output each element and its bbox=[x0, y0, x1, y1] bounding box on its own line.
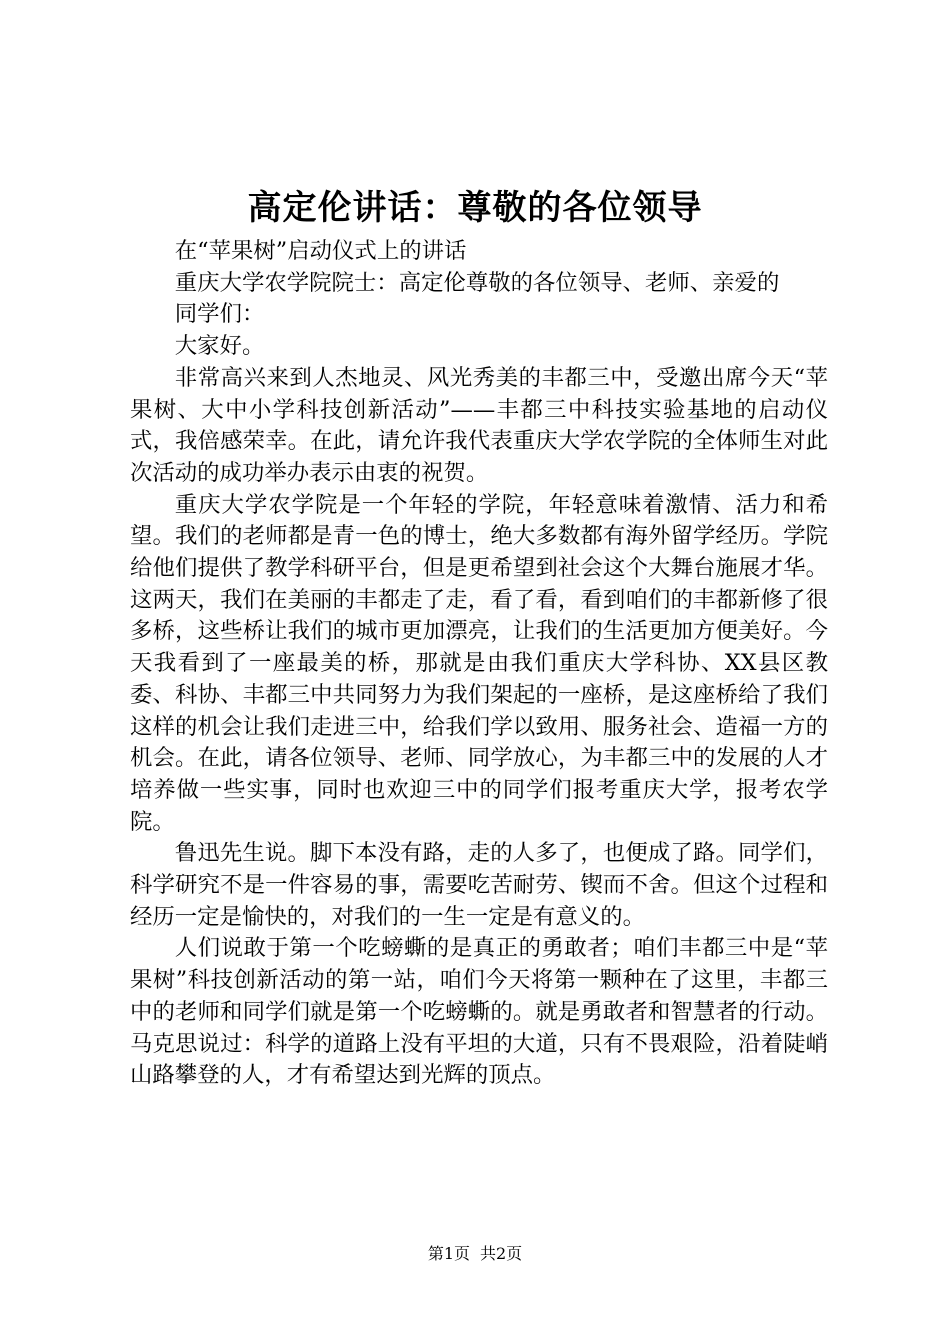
paragraph-speaker: 重庆大学农学院院士：高定伦尊敬的各位领导、老师、亲爱的 bbox=[174, 269, 780, 296]
paragraph-greeting: 大家好。 bbox=[174, 333, 265, 360]
paragraph-salutation: 同学们： bbox=[174, 301, 265, 328]
paragraph-subtitle: 在“苹果树”启动仪式上的讲话 bbox=[174, 238, 467, 264]
paragraph-body: 人们说敢于第一个吃螃蟖的是真正的勇敢者；咱们丰都三中是“苹果树”科技创新活动的第一站，咱们今天将第一颗种在了这里，丰都三中的老师和同学们就是第一个吃螃蟖的。就是勇敢者和智慧者的行动。马克思说过：科学的道路上没有平坦的大道，只有不畏艰险，沿着陡峭山路攀登的人，才有希望达到光辉的顶点。 bbox=[130, 935, 828, 1089]
page-total: 共2页 bbox=[480, 1244, 523, 1263]
paragraph-body: 非常高兴来到人杰地灵、风光秀美的丰都三中，受邀出席今天“苹果树、大中小学科技创新活动”——丰都三中科技实验基地的启动仪式，我倍感荣幸。在此，请允许我代表重庆大学农学院的全体师生对此次活动的成功举办表示由衷的祝贺。 bbox=[130, 364, 828, 486]
page-number: 第1页 bbox=[427, 1244, 470, 1263]
page-footer bbox=[0, 1242, 950, 1266]
paragraph-body: 重庆大学农学院是一个年轻的学院，年轻意味着激情、活力和希望。我们的老师都是青一色的博士，绝大多数都有海外留学经历。学院给他们提供了教学科研平台，但是更希望到社会这个大舞台施展才华。这两天，我们在美丽的丰都走了走，看了看，看到咱们的丰都新修了很多桥，这些桥让我们的城市更加漂亮，让我们的生活更加方便美好。今天我看到了一座最美的桥，那就是由我们重庆大学科协、XX县区教委、科协、丰都三中共同努力为我们架起的一座桥，是这座桥给了我们这样的机会让我们走进三中，给我们学以致用、服务社会、造福一方的机会。在此，请各位领导、老师、同学放心，为丰都三中的发展的人才培养做一些实事，同时也欢迎三中的同学们报考重庆大学，报考农学院。 bbox=[130, 491, 828, 835]
document-body bbox=[130, 236, 828, 1092]
document-title: 高定伦讲话：尊敬的各位领导 bbox=[247, 188, 703, 228]
paragraph-body: 鲁迅先生说。脚下本没有路，走的人多了，也便成了路。同学们，科学研究不是一件容易的事，需要吃苦耐劳、锲而不舍。但这个过程和经历一定是愉快的，对我们的一生一定是有意义的。 bbox=[130, 840, 828, 930]
